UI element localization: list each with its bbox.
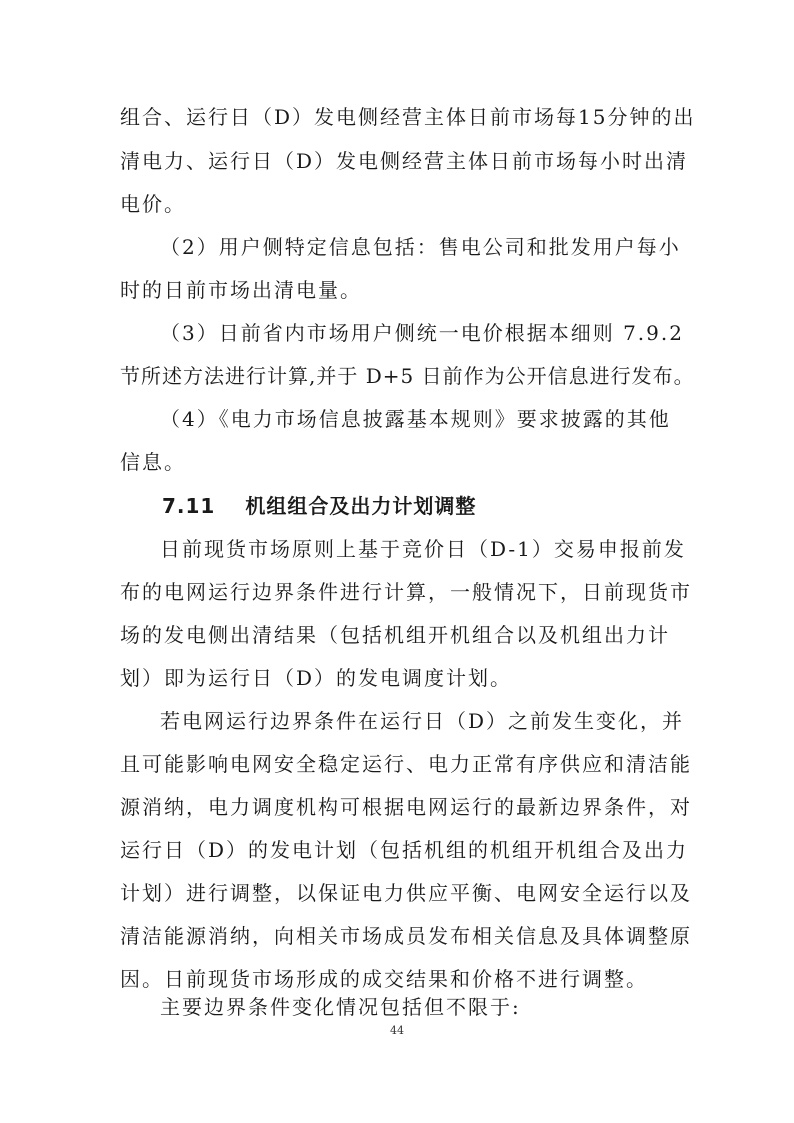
text-line: 因。日前现货市场形成的成交结果和价格不进行调整。 — [120, 967, 648, 991]
text-line: 场的发电侧出清结果（包括机组开机组合以及机组出力计 — [120, 623, 670, 647]
text-line: 节所述方法进行计算,并于 D+5 日前作为公开信息进行发布。 — [120, 364, 695, 388]
text-line: 时的日前市场出清电量。 — [120, 278, 362, 302]
text-line: 组合、运行日（D）发电侧经营主体日前市场每15分钟的出 — [120, 105, 696, 129]
text-line: 若电网运行边界条件在运行日（D）之前发生变化，并 — [160, 709, 685, 733]
text-line: （2）用户侧特定信息包括：售电公司和批发用户每小 — [160, 235, 681, 259]
text-line: 信息。 — [120, 450, 186, 474]
section-title: 机组组合及出力计划调整 — [245, 494, 477, 518]
text-line: 电价。 — [120, 192, 186, 216]
page-number: 44 — [390, 1024, 404, 1037]
text-line: 布的电网运行边界条件进行计算，一般情况下，日前现货市 — [120, 580, 692, 604]
text-line: 日前现货市场原则上基于竞价日（D-1）交易申报前发 — [160, 537, 686, 561]
text-line: 源消纳，电力调度机构可根据电网运行的最新边界条件，对 — [120, 795, 692, 819]
text-line: 划）即为运行日（D）的发电调度计划。 — [120, 666, 513, 690]
text-line: 清洁能源消纳，向相关市场成员发布相关信息及具体调整原 — [120, 924, 692, 948]
text-line: 且可能影响电网安全稳定运行、电力正常有序供应和清洁能 — [120, 752, 692, 776]
text-line: 计划）进行调整，以保证电力供应平衡、电网安全运行以及 — [120, 881, 692, 905]
text-line: 运行日（D）的发电计划（包括机组的机组开机组合及出力 — [120, 838, 689, 862]
text-line: （4）《电力市场信息披露基本规则》要求披露的其他 — [160, 407, 671, 431]
text-line: 主要边界条件变化情况包括但不限于: — [160, 995, 521, 1019]
text-line: （3）日前省内市场用户侧统一电价根据本细则 7.9.2 — [160, 321, 684, 345]
text-line: 清电力、运行日（D）发电侧经营主体日前市场每小时出清 — [120, 149, 689, 173]
section-heading — [162, 484, 670, 528]
section-number: 7.11 — [162, 494, 216, 518]
